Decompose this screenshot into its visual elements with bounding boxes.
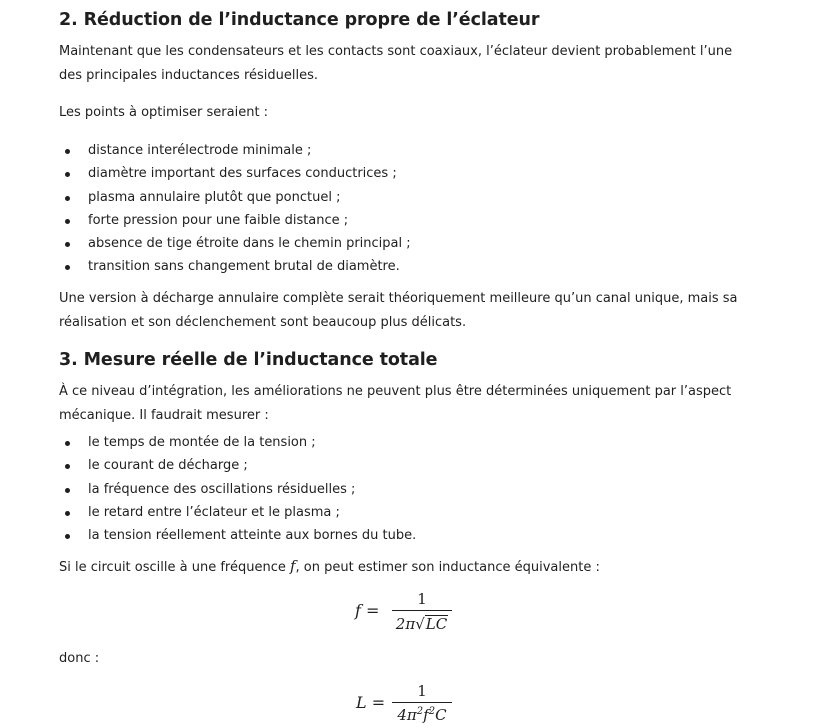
list-item: le temps de montée de la tension ; [59,433,416,456]
section-2-intro: Maintenant que les condensateurs et les contacts sont coaxiaux, l’éclateur devient probablement l’une des principales inductances résiduelles. [59,44,733,83]
formula-denominator [392,705,452,725]
oscillation-text-before: Si le circuit oscille à une fréquence [59,560,290,575]
list-item: forte pression pour une faible distance ; [59,211,411,234]
section-3-list [59,433,416,549]
exponent: 2 [428,706,436,717]
list-item: la tension réellement atteinte aux bornes du tube. [59,526,416,549]
section-2-points-intro: Les points à optimiser seraient : [59,105,269,120]
formula-numerator: 1 [417,590,427,608]
section-3-heading: 3. Mesure réelle de l’inductance totale [59,350,438,370]
oscillation-sentence [59,555,759,580]
denominator-variable: f [423,706,429,724]
frequency-variable: f [289,557,296,575]
formula-fraction [392,682,452,725]
list-item: absence de tige étroite dans le chemin principal ; [59,234,411,257]
list-item: diamètre important des surfaces conductrices ; [59,164,411,187]
denominator-suffix: C [435,706,447,724]
formula-lhs: L = [356,693,386,712]
sqrt-argument: LC [425,615,448,633]
list-item: plasma annulaire plutôt que ponctuel ; [59,188,411,211]
inductance-formula [356,682,476,726]
formula-numerator: 1 [417,682,427,700]
fraction-bar [392,610,452,611]
donc-label: donc : [59,651,100,666]
list-item: la fréquence des oscillations résiduelles ; [59,480,416,503]
denominator-prefix: 4π [397,706,417,724]
formula-denominator [392,613,452,633]
fraction-bar [392,702,452,703]
denominator-prefix: 2π [395,615,416,633]
sqrt-symbol: √ [415,615,425,633]
exponent: 2 [416,706,424,717]
oscillation-text-after: , on peut estimer son inductance équivalente : [295,560,600,575]
formula-fraction [392,590,452,633]
list-item: transition sans changement brutal de diamètre. [59,257,411,280]
list-item: distance interélectrode minimale ; [59,141,411,164]
frequency-formula [355,590,475,636]
section-2-conclusion: Une version à décharge annulaire complète serait théoriquement meilleure qu’un canal unique, mais sa réalisation et son déclenchement sont beaucoup plus délicats. [59,291,738,330]
list-item: le retard entre l’éclateur et le plasma ; [59,503,416,526]
section-2-list [59,141,411,281]
list-item: le courant de décharge ; [59,456,416,479]
section-3-intro: À ce niveau d’intégration, les améliorations ne peuvent plus être déterminées uniquement par l’aspect mécanique. Il faudrait mesurer : [59,384,732,423]
section-2-heading: 2. Réduction de l’inductance propre de l’éclateur [59,10,540,30]
formula-lhs: f = [355,601,380,620]
